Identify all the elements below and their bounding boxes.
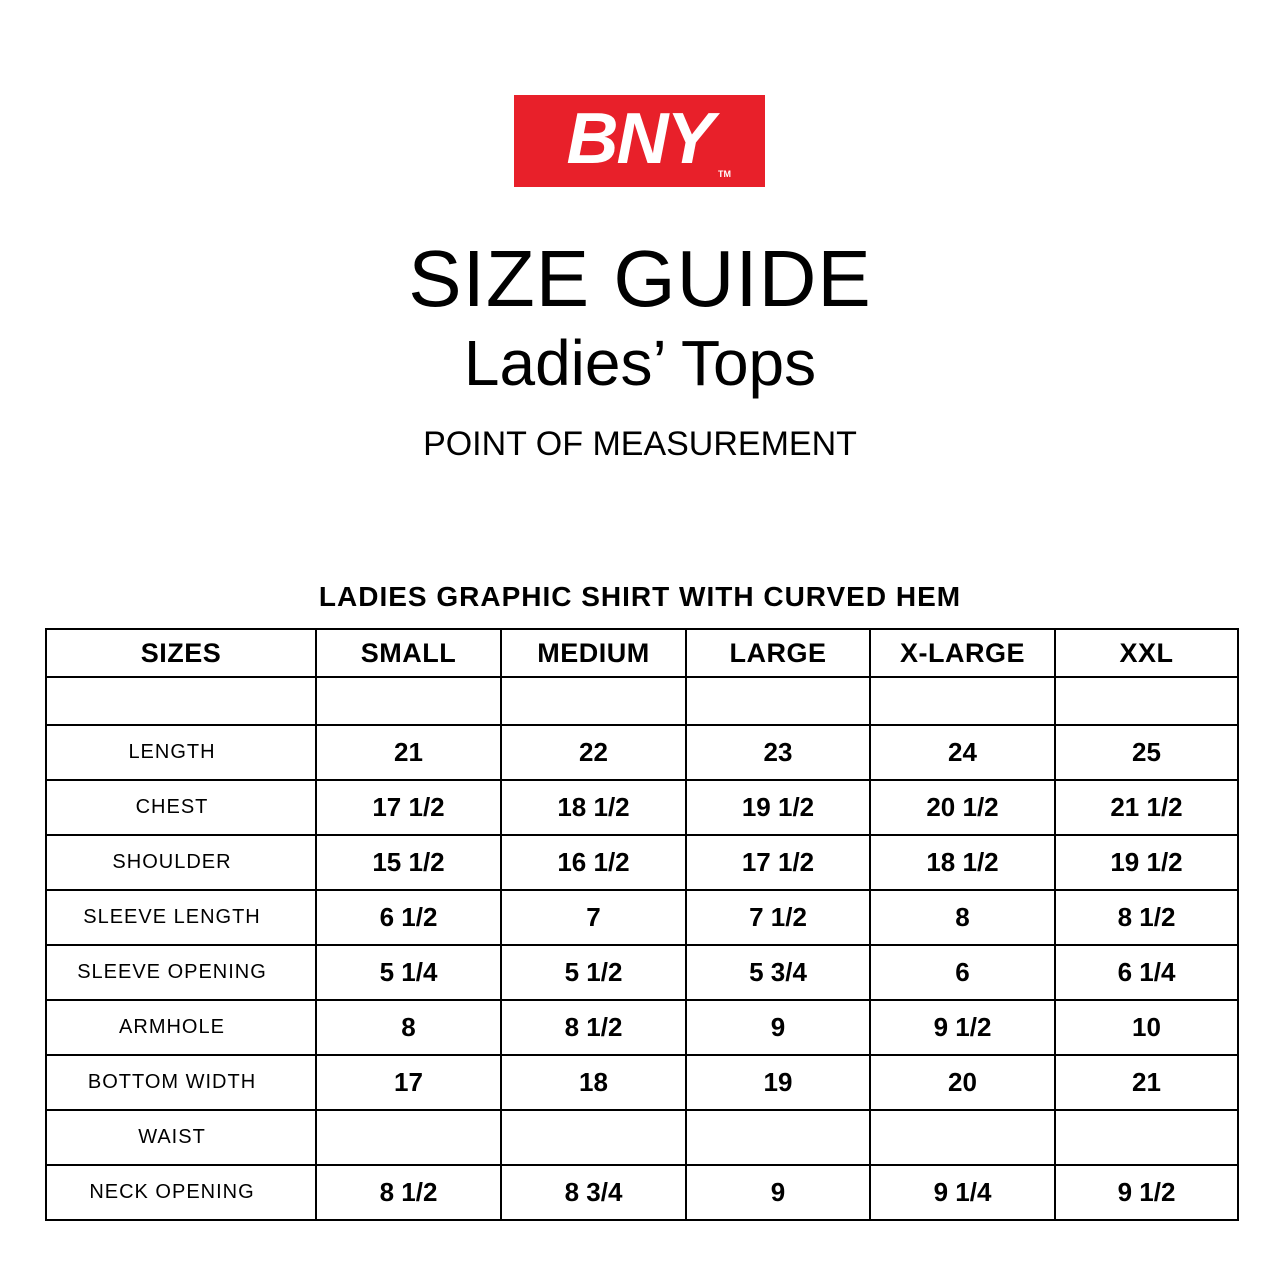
table-cell: 15 1/2	[316, 835, 501, 890]
table-cell	[316, 1110, 501, 1165]
table-row	[46, 1110, 1238, 1165]
table-cell: 21	[1055, 1055, 1238, 1110]
table-cell	[501, 677, 686, 725]
page-title: SIZE GUIDE	[408, 234, 872, 323]
table-row	[46, 1000, 1238, 1055]
table-cell: 21 1/2	[1055, 780, 1238, 835]
table-cell: 25	[1055, 725, 1238, 780]
page-subtitle: Ladies’ Tops	[463, 327, 817, 399]
table-cell: 6 1/2	[316, 890, 501, 945]
table-cell	[1055, 1110, 1238, 1165]
table-row	[46, 945, 1238, 1000]
header-sizes: SIZES	[46, 629, 316, 677]
table-cell: 5 1/2	[501, 945, 686, 1000]
size-table	[45, 628, 1239, 1221]
table-cell: 6 1/4	[1055, 945, 1238, 1000]
table-cell: 18 1/2	[870, 835, 1055, 890]
row-label: LENGTH	[46, 725, 316, 780]
table-cell: 8 1/2	[316, 1165, 501, 1220]
table-cell: 9 1/4	[870, 1165, 1055, 1220]
table-cell: 7 1/2	[686, 890, 870, 945]
table-cell: 23	[686, 725, 870, 780]
table-row	[46, 1055, 1238, 1110]
table-cell: 18	[501, 1055, 686, 1110]
table-cell: 24	[870, 725, 1055, 780]
table-cell: 17	[316, 1055, 501, 1110]
header-small: SMALL	[316, 629, 501, 677]
table-cell	[316, 677, 501, 725]
table-cell: 6	[870, 945, 1055, 1000]
table-cell: 9	[686, 1000, 870, 1055]
table-cell: 18 1/2	[501, 780, 686, 835]
table-row	[46, 890, 1238, 945]
header-xxl: XXL	[1055, 629, 1238, 677]
table-cell	[870, 1110, 1055, 1165]
table-cell	[686, 677, 870, 725]
table-cell: 5 1/4	[316, 945, 501, 1000]
table-cell: 8 1/2	[501, 1000, 686, 1055]
table-cell: 10	[1055, 1000, 1238, 1055]
table-cell: 17 1/2	[316, 780, 501, 835]
table-cell	[870, 677, 1055, 725]
table-cell: 7	[501, 890, 686, 945]
table-cell	[501, 1110, 686, 1165]
table-cell	[686, 1110, 870, 1165]
table-cell: 16 1/2	[501, 835, 686, 890]
table-cell: 21	[316, 725, 501, 780]
row-label: ARMHOLE	[46, 1000, 316, 1055]
row-label: SLEEVE LENGTH	[46, 890, 316, 945]
header-x-large: X-LARGE	[870, 629, 1055, 677]
table-cell: 8	[316, 1000, 501, 1055]
table-cell: 20 1/2	[870, 780, 1055, 835]
table-cell: 5 3/4	[686, 945, 870, 1000]
table-row	[46, 1165, 1238, 1220]
row-label: BOTTOM WIDTH	[46, 1055, 316, 1110]
table-cell: 22	[501, 725, 686, 780]
row-label: WAIST	[46, 1110, 316, 1165]
table-row	[46, 780, 1238, 835]
table-cell: 8	[870, 890, 1055, 945]
table-cell: 19 1/2	[1055, 835, 1238, 890]
point-of-measurement-label: POINT OF MEASUREMENT	[423, 425, 857, 463]
row-label: CHEST	[46, 780, 316, 835]
table-row	[46, 835, 1238, 890]
table-row	[46, 677, 1238, 725]
row-label: SLEEVE OPENING	[46, 945, 316, 1000]
table-cell: 20	[870, 1055, 1055, 1110]
table-cell: 8 3/4	[501, 1165, 686, 1220]
table-cell: 17 1/2	[686, 835, 870, 890]
row-label: NECK OPENING	[46, 1165, 316, 1220]
row-label: SHOULDER	[46, 835, 316, 890]
table-cell	[1055, 677, 1238, 725]
table-header-row	[46, 629, 1238, 677]
row-label	[46, 677, 316, 725]
header-large: LARGE	[686, 629, 870, 677]
table-cell: 19	[686, 1055, 870, 1110]
table-cell: 9 1/2	[1055, 1165, 1238, 1220]
table-cell: 9 1/2	[870, 1000, 1055, 1055]
logo-trademark: TM	[718, 169, 731, 179]
table-title: LADIES GRAPHIC SHIRT WITH CURVED HEM	[318, 581, 962, 612]
table-cell: 9	[686, 1165, 870, 1220]
table-cell: 8 1/2	[1055, 890, 1238, 945]
table-cell: 19 1/2	[686, 780, 870, 835]
header-medium: MEDIUM	[501, 629, 686, 677]
table-row	[46, 725, 1238, 780]
logo-text: BNY	[566, 99, 713, 179]
